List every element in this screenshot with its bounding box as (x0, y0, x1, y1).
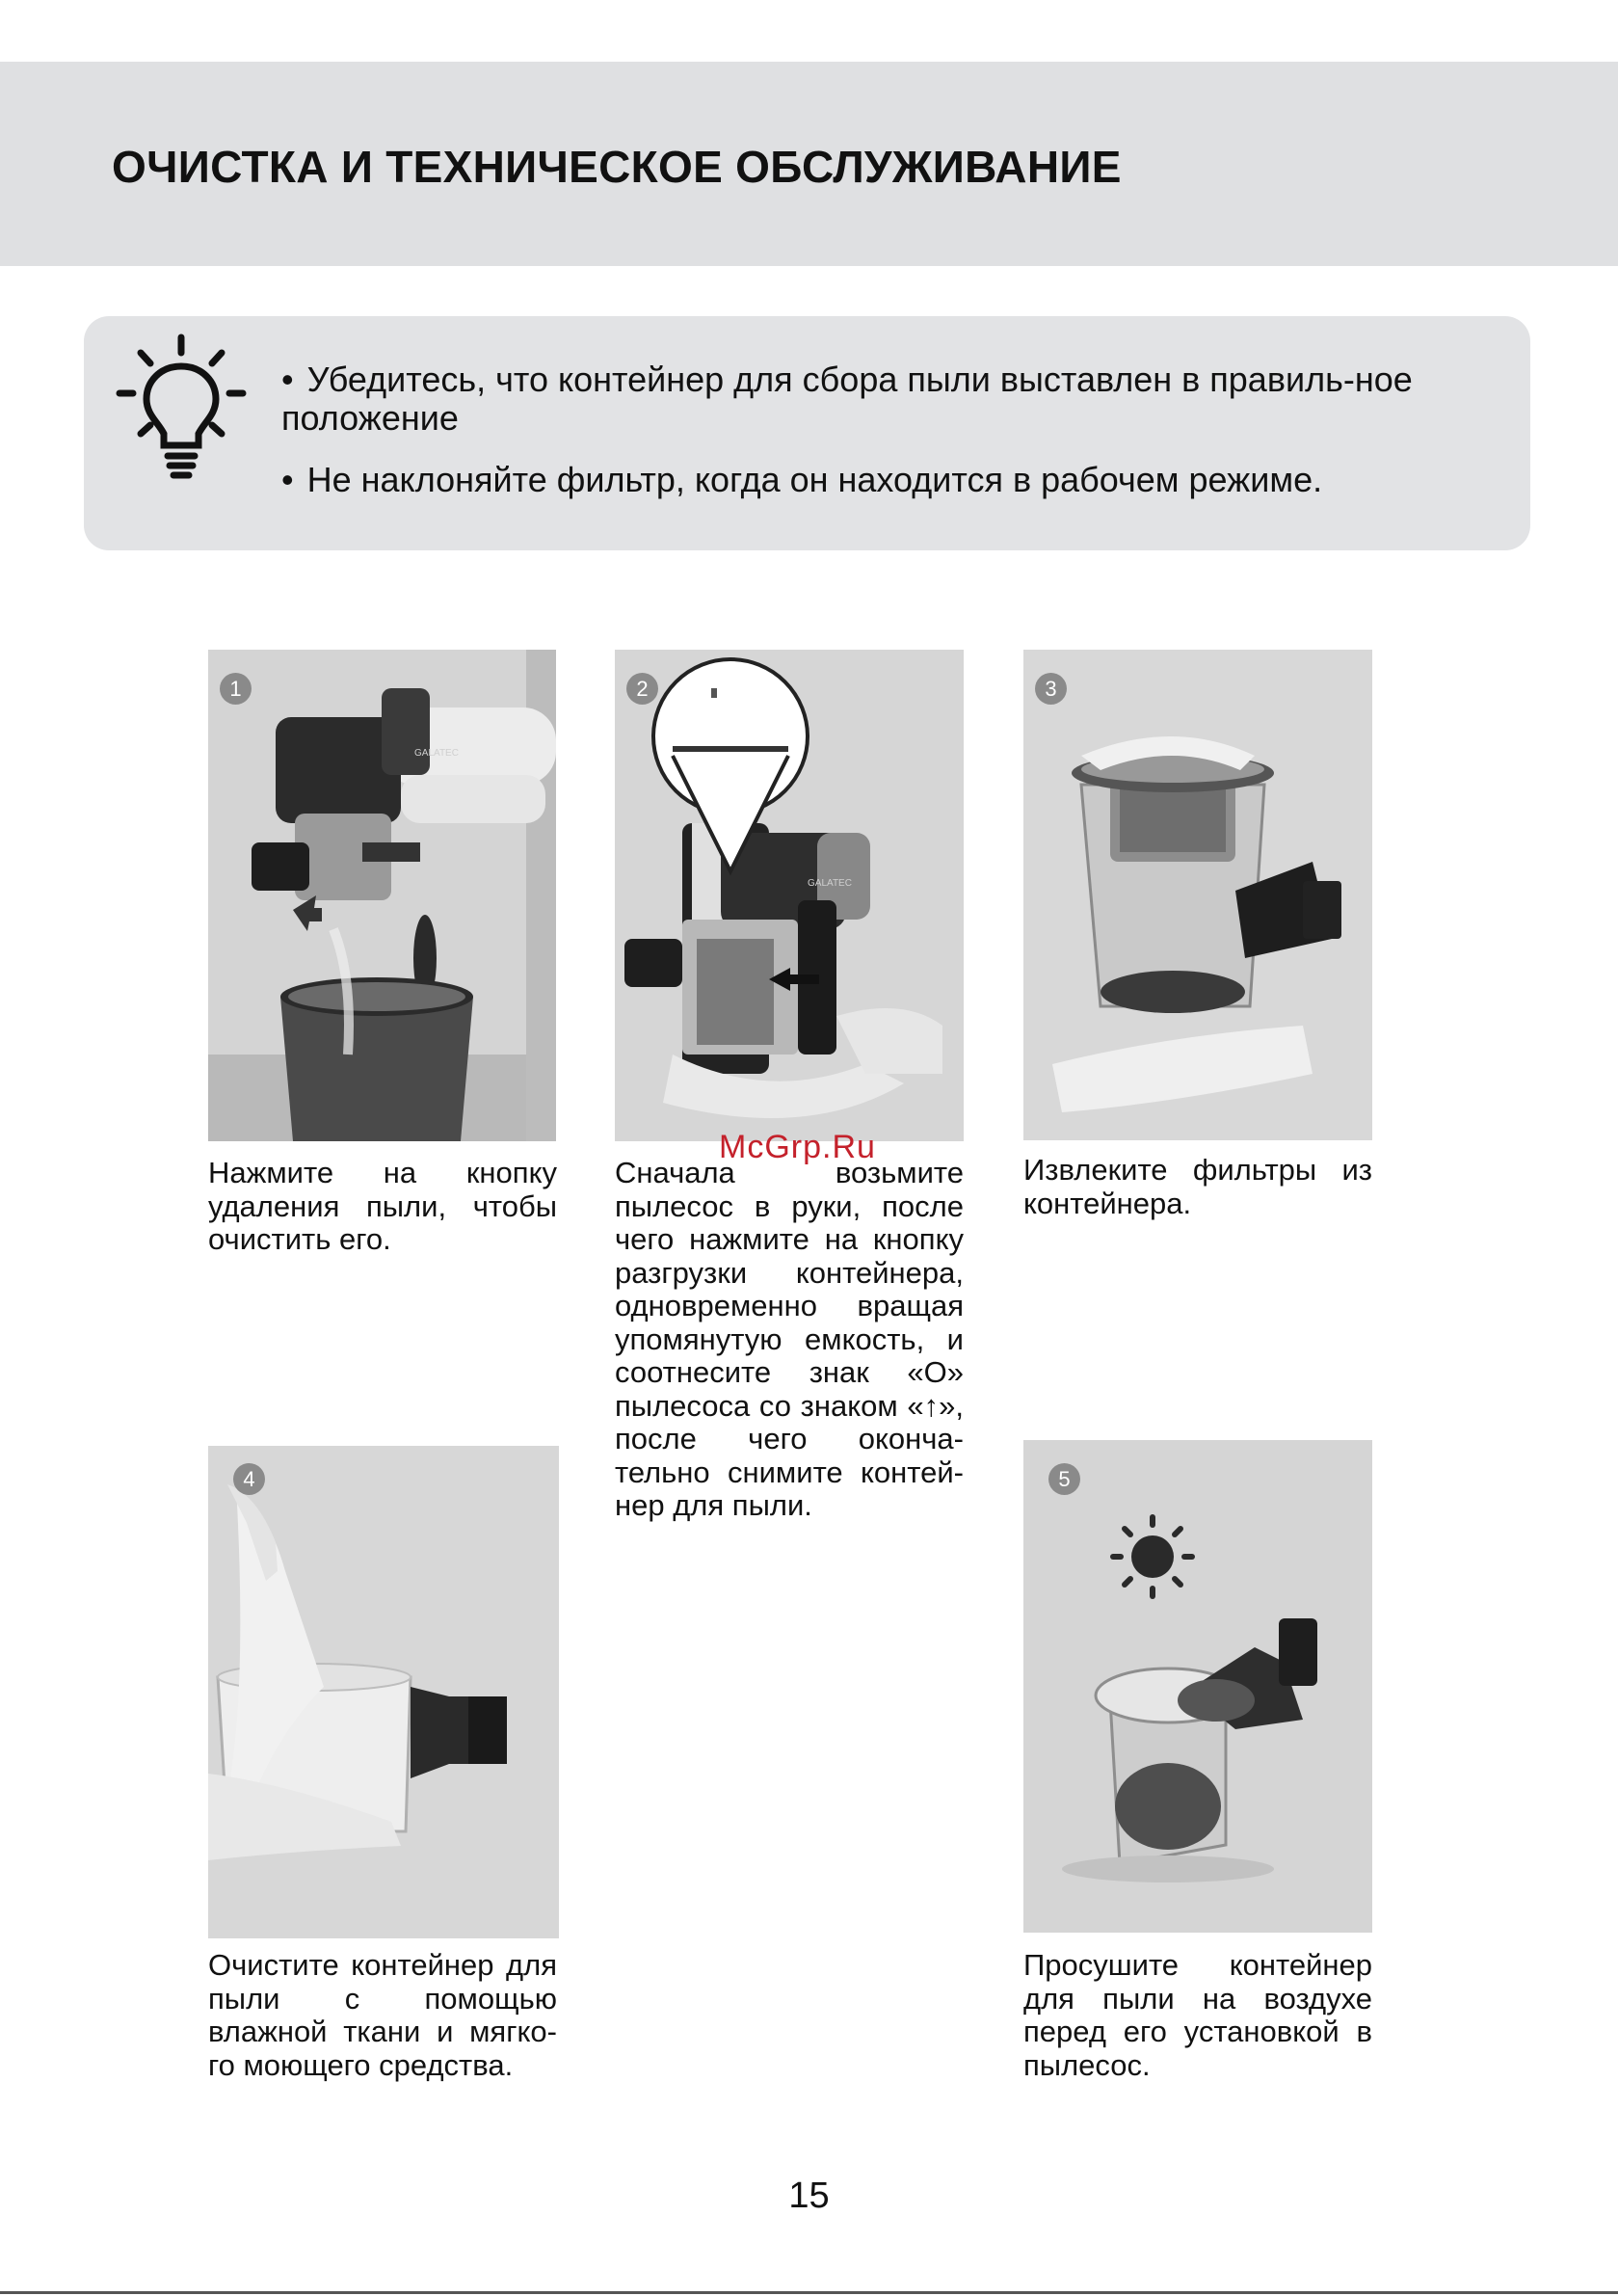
bullet: • (281, 360, 294, 399)
step-4-photo (208, 1446, 559, 1938)
step-3-number: 3 (1035, 673, 1067, 705)
tip-item (281, 461, 1503, 499)
bullet: • (281, 460, 294, 499)
page-number: 15 (788, 2176, 830, 2216)
step-2-photo (615, 650, 964, 1141)
tip-text: Не наклоняйте фильтр, когда он находится в рабочем режиме. (306, 460, 1323, 499)
step-1-photo (208, 650, 556, 1141)
lightbulb-icon (114, 334, 249, 488)
step-1-number: 1 (220, 673, 252, 705)
watermark: McGrp.Ru (719, 1129, 876, 1165)
step-4-caption: Очистите контейнер для пыли с помощью влажной ткани и мягко-го моющего средства. (208, 1948, 557, 2082)
tip-item (281, 360, 1503, 438)
step-3-caption: Извлеките фильтры из контейнера. (1023, 1153, 1372, 1220)
step-5-caption: Просушите контейнер для пыли на воздухе перед его установкой в пылесос. (1023, 1948, 1372, 2082)
step-3-photo (1023, 650, 1372, 1140)
step-5-photo (1023, 1440, 1372, 1933)
brand-label: GALATEC (414, 748, 459, 759)
page-title: ОЧИСТКА И ТЕХНИЧЕСКОЕ ОБСЛУЖИВАНИЕ (112, 142, 1122, 192)
step-5-number: 5 (1048, 1463, 1080, 1495)
tip-text: Убедитесь, что контейнер для сбора пыли выставлен в правиль-ное положение (281, 360, 1413, 438)
brand-label: GALATEC (808, 878, 852, 889)
step-1-caption: Нажмите на кнопку удаления пыли, чтобы очистить его. (208, 1156, 557, 1256)
step-4-number: 4 (233, 1463, 265, 1495)
step-2-number: 2 (626, 673, 658, 705)
step-2-caption: Сначала возьмите пылесос в руки, после чего нажмите на кнопку разгрузки контейнера, одновременно вращая упомянутую емкость, и соотнесите знак «O» пылесоса со знаком «↑», после чего оконча-тельно снимите контей-нер для пыли. (615, 1156, 964, 1522)
bottom-divider (0, 2291, 1618, 2294)
